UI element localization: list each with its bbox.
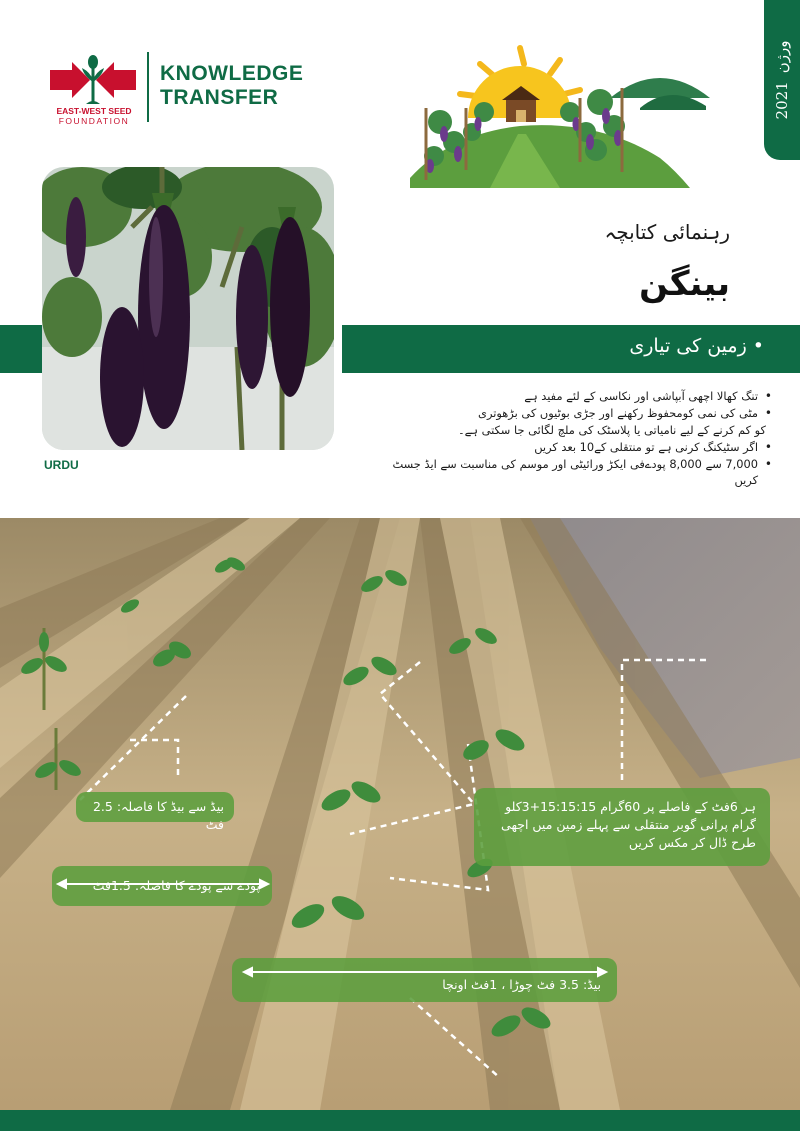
bottom-bar <box>0 1110 800 1131</box>
bullet-item: • 7,000 سے 8,000 پودےفی ایکڑ ورائیٹی اور موسم کی مناسبت سے ایڈ جسٹ کریں <box>372 456 772 488</box>
version-text <box>764 0 800 160</box>
version-label: ورژن <box>773 40 791 74</box>
east-west-seed-logo-icon <box>50 54 136 106</box>
foundation-logo <box>50 50 350 130</box>
section-bar <box>342 325 800 373</box>
bed-spacing-callout: بیڈ سے بیڈ کا فاصلہ: 2.5 فٹ <box>76 792 234 822</box>
version-tab <box>764 0 800 160</box>
fertilizer-callout: ہر 6فٹ کے فاصلے پر 60گرام 15:15:15+3کلو گرام پرانی گوبر منتقلی سے پہلے زمین میں اچھی طرح ڈال کر مکس کریں <box>474 788 770 866</box>
plant-spacing-callout: پودے سے پودے کا فاصلہ: 1.5فٹ <box>52 866 272 906</box>
bullet-continuation: کو کم کرنے کے لیے نامیاتی یا پلاسٹک کی ملچ لگائی جا سکتی ہے۔ <box>457 423 766 437</box>
farm-illustration-icon <box>410 38 710 190</box>
bullet-item: • تنگ کھالا اچھی آبپاشی اور نکاسی کے لئے مفید ہے <box>372 388 772 404</box>
language-label: URDU <box>44 458 79 472</box>
title-line2: TRANSFER <box>160 86 279 109</box>
section-title: • زمین کی تیاری <box>629 335 764 357</box>
title-line1: KNOWLEDGE <box>160 62 304 85</box>
bullet-list <box>372 388 772 489</box>
org-name <box>50 106 138 126</box>
green-band-left <box>0 325 42 373</box>
bullet-item: • مٹی کی نمی کومحفوظ رکھنے اور جڑی بوٹیوں کی بڑھوتری <box>372 405 772 421</box>
eggplant-photo <box>42 167 334 450</box>
bullet-item: • اگر سٹیکنگ کرنی ہے تو منتقلی کے10 بعد کریں <box>372 439 772 455</box>
booklet-subtitle: رہنمائی کتابچہ <box>604 220 730 244</box>
org-name-line2: FOUNDATION <box>58 116 130 126</box>
version-year: 2021 <box>773 81 791 120</box>
bed-size-callout: بیڈ: 3.5 فٹ چوڑا ، 1فٹ اونچا <box>232 958 617 1002</box>
crop-title: بینگن <box>639 264 730 304</box>
knowledge-transfer-title <box>160 62 303 110</box>
logo-divider <box>147 52 149 122</box>
org-name-line1: EAST-WEST SEED <box>56 106 132 116</box>
